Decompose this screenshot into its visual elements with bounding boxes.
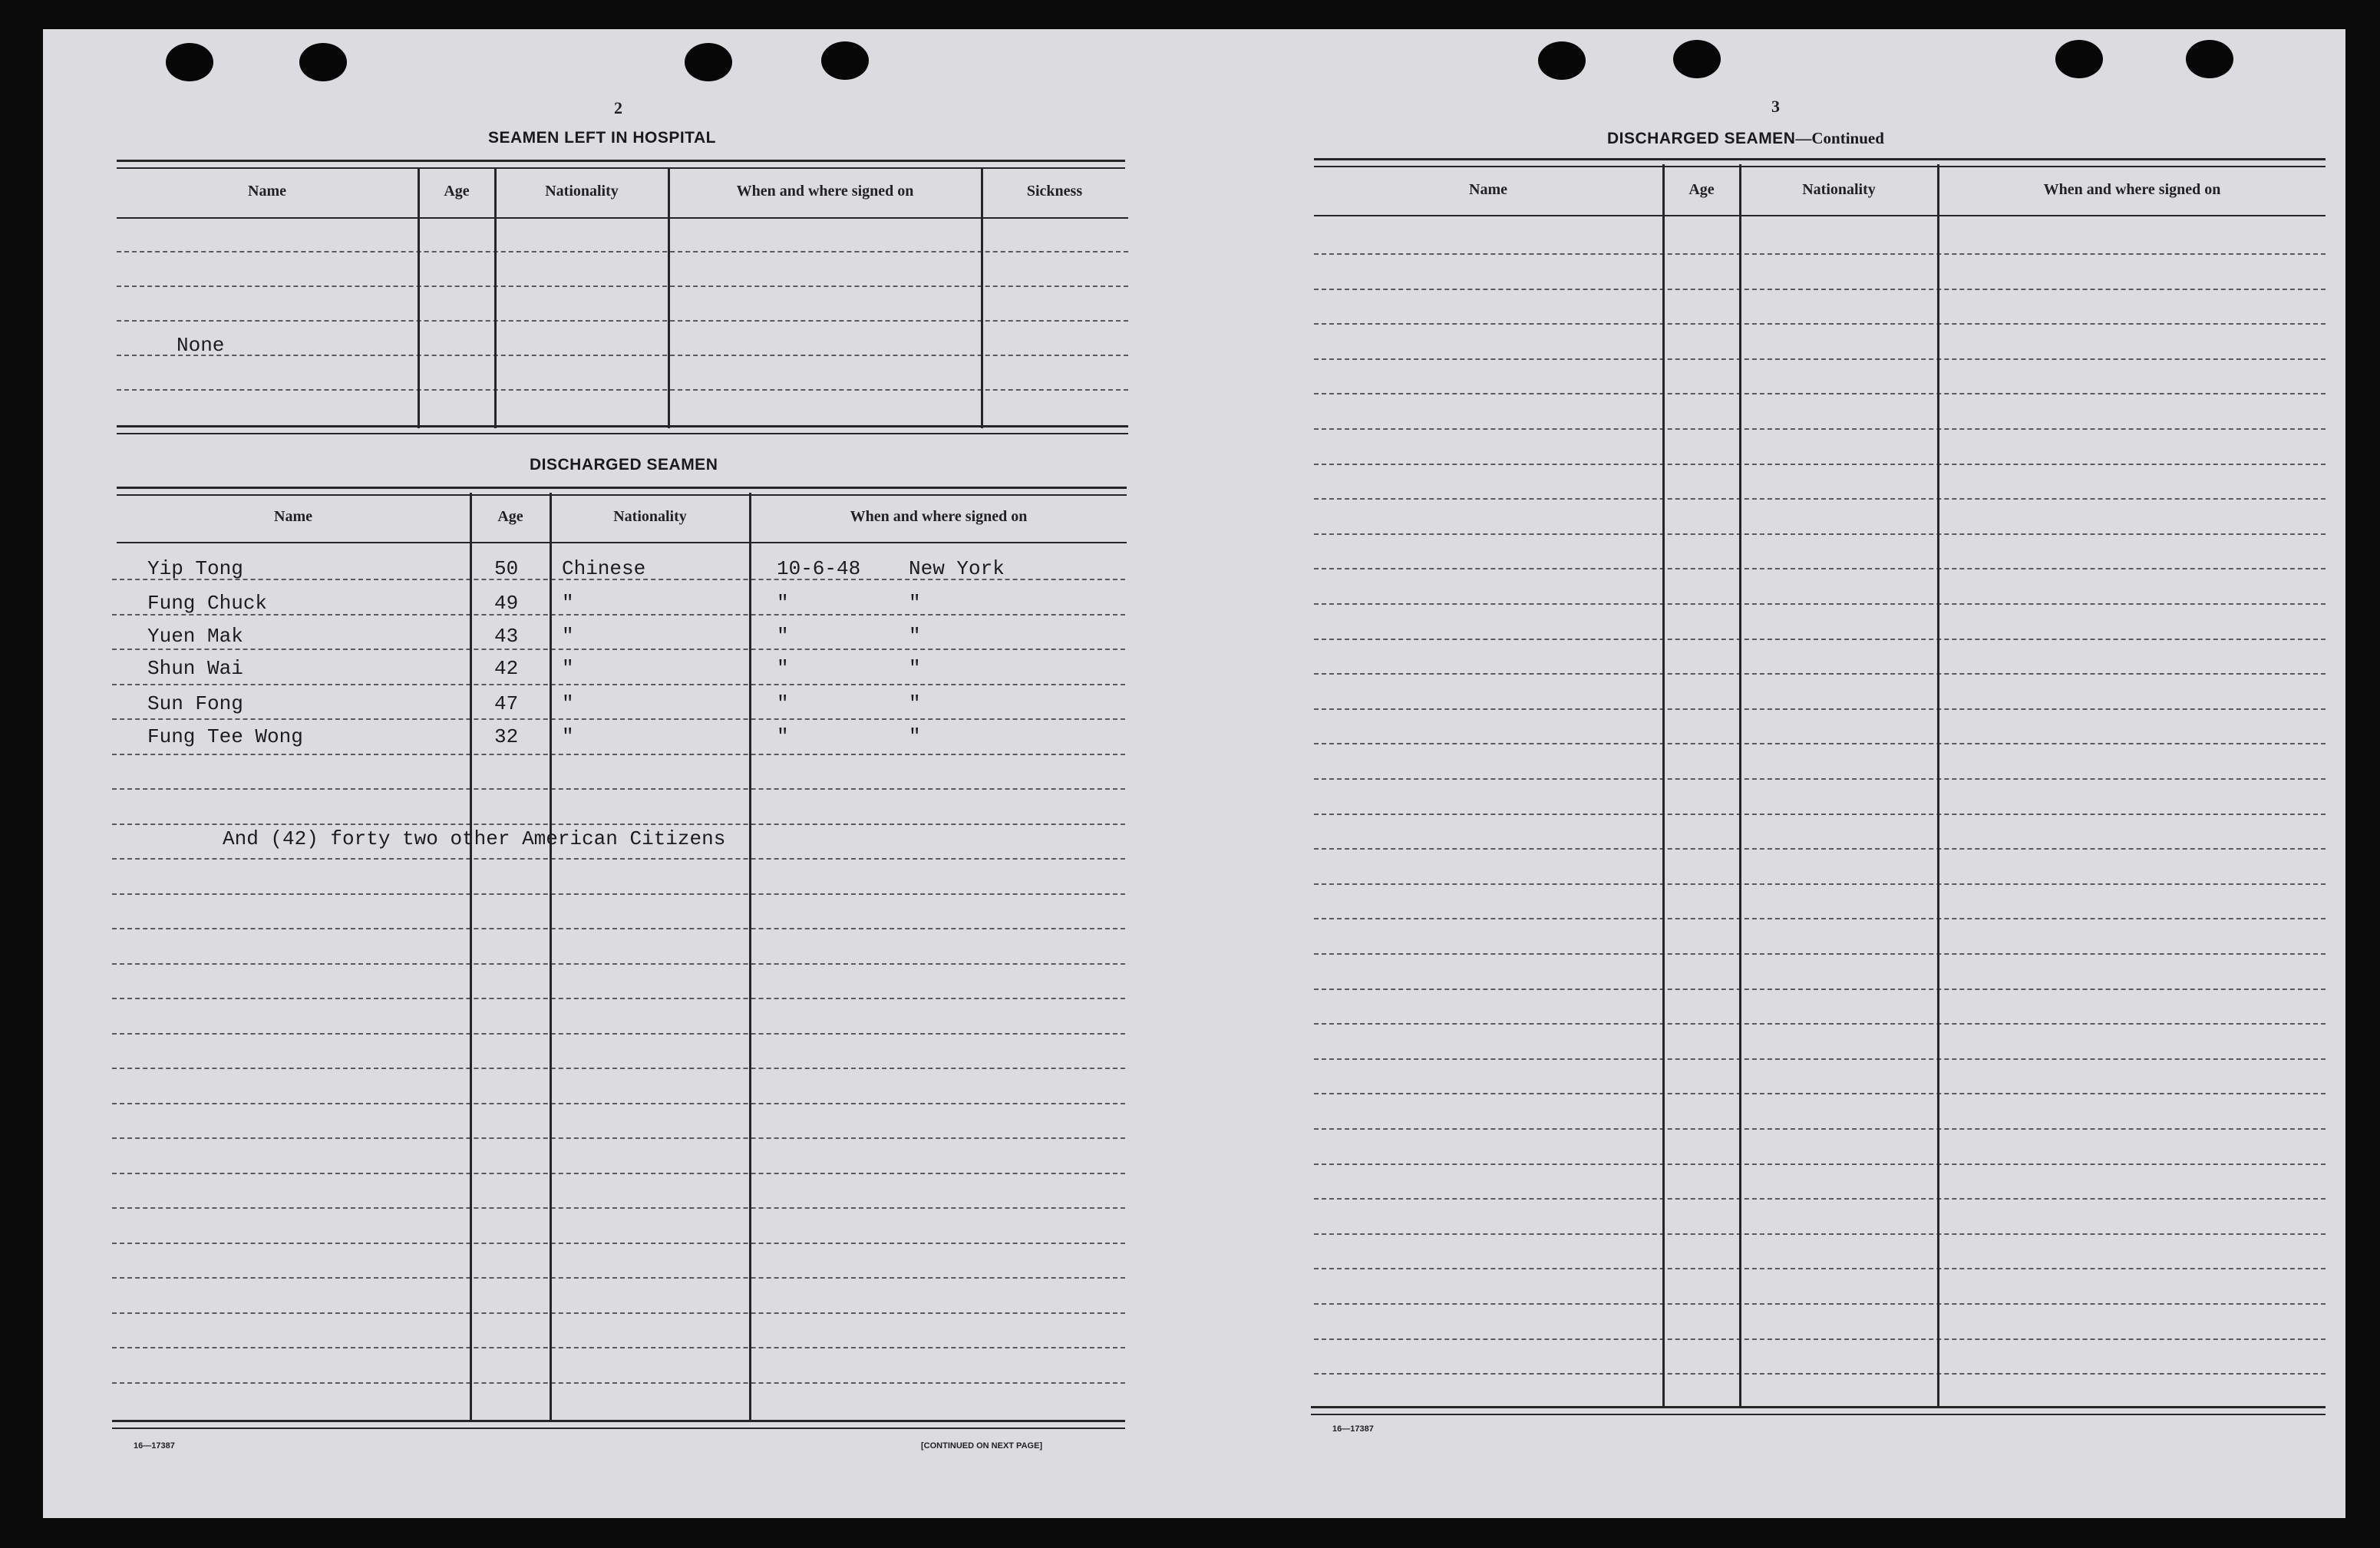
row-rule-line (1314, 814, 2326, 815)
row-rule-line (1314, 289, 2326, 290)
hospital-divider (668, 167, 670, 428)
discharged-col-signed-on: When and where signed on (850, 508, 1028, 525)
right-title-text: DISCHARGED SEAMEN (1607, 130, 1796, 147)
row-rule-line (1314, 464, 2326, 465)
right-col-signed-on: When and where signed on (2043, 181, 2221, 198)
hospital-col-signed-on: When and where signed on (736, 183, 914, 200)
seaman-nationality: " (562, 692, 574, 715)
hospital-header-rule (117, 217, 1128, 219)
right-bottom-rule (1311, 1406, 2326, 1415)
hospital-entry: None (177, 334, 225, 357)
hospital-divider (494, 167, 497, 428)
seaman-nationality: " (562, 592, 574, 615)
row-rule-line (1314, 533, 2326, 535)
right-top-rule (1314, 158, 2326, 167)
row-rule-line (1314, 778, 2326, 780)
right-title-suffix: —Continued (1795, 129, 1884, 147)
right-divider (1662, 164, 1665, 1408)
hospital-col-age: Age (444, 183, 470, 200)
signed-on-date: " (777, 725, 789, 748)
hospital-row-line (117, 355, 1128, 356)
hospital-bottom-rule (117, 425, 1128, 434)
signed-on-date: 10-6-48 (777, 557, 861, 580)
form-number: 16—17387 (1332, 1424, 1374, 1434)
discharged-divider (470, 493, 472, 1421)
row-rule-line (1314, 358, 2326, 360)
row-rule-line (1314, 953, 2326, 955)
row-rule-line (112, 963, 1125, 965)
row-rule-line (1314, 1128, 2326, 1130)
seaman-name: Fung Tee Wong (147, 725, 303, 748)
signed-on-date: " (777, 625, 789, 648)
row-rule-line (112, 1277, 1125, 1279)
seaman-nationality: " (562, 725, 574, 748)
seaman-nationality: " (562, 625, 574, 648)
row-rule-line (112, 754, 1125, 755)
row-rule-line (1314, 323, 2326, 325)
page-number: 2 (614, 98, 622, 117)
row-rule-line (112, 1068, 1125, 1069)
row-rule-line (1314, 1023, 2326, 1025)
seaman-nationality: " (562, 657, 574, 680)
row-rule-line (1314, 743, 2326, 744)
row-rule-line (112, 998, 1125, 999)
row-rule-line (112, 824, 1125, 825)
row-rule-line (1314, 708, 2326, 710)
hospital-row-line (117, 251, 1128, 252)
discharged-col-name: Name (274, 508, 312, 525)
row-rule-line (1314, 568, 2326, 569)
row-rule-line (112, 893, 1125, 895)
row-rule-line (1314, 1233, 2326, 1235)
hospital-divider (981, 167, 983, 428)
signed-on-place: " (909, 725, 921, 748)
row-rule-line (112, 1312, 1125, 1314)
hospital-row-line (117, 286, 1128, 287)
right-divider (1937, 164, 1939, 1408)
hospital-section-title: SEAMEN LEFT IN HOSPITAL (488, 129, 716, 147)
left-page (43, 29, 1187, 1518)
row-rule-line (112, 1103, 1125, 1104)
discharged-header-rule (117, 542, 1127, 543)
row-rule-line (1314, 848, 2326, 850)
row-rule-line (1314, 1303, 2326, 1305)
row-rule-line (1314, 883, 2326, 885)
row-rule-line (1314, 253, 2326, 255)
seaman-name: Fung Chuck (147, 592, 268, 615)
row-rule-line (112, 788, 1125, 790)
document-sheet (43, 29, 2345, 1518)
right-divider (1739, 164, 1741, 1408)
hospital-row-line (117, 320, 1128, 322)
row-rule-line (112, 649, 1125, 650)
seaman-age: 50 (494, 557, 519, 580)
row-rule-line (112, 718, 1125, 720)
signed-on-place: " (909, 592, 921, 615)
hospital-row-line (117, 389, 1128, 391)
hospital-col-sickness: Sickness (1026, 183, 1083, 200)
row-rule-line (112, 858, 1125, 860)
signed-on-place: " (909, 692, 921, 715)
right-header-rule (1314, 215, 2326, 216)
row-rule-line (1314, 393, 2326, 394)
row-rule-line (1314, 673, 2326, 675)
continued-note: [CONTINUED ON NEXT PAGE] (921, 1441, 1043, 1451)
row-rule-line (1314, 1268, 2326, 1269)
signed-on-date: " (777, 592, 789, 615)
signed-on-place: New York (909, 557, 1005, 580)
seaman-name: Shun Wai (147, 657, 243, 680)
row-rule-line (112, 1137, 1125, 1139)
seaman-name: Yuen Mak (147, 625, 243, 648)
row-rule-line (112, 684, 1125, 685)
row-rule-line (1314, 1338, 2326, 1340)
row-rule-line (1314, 1163, 2326, 1165)
discharged-section-title: DISCHARGED SEAMEN (530, 456, 718, 474)
discharged-divider (550, 493, 552, 1421)
seaman-name: Sun Fong (147, 692, 243, 715)
seaman-age: 43 (494, 625, 519, 648)
row-rule-line (112, 1033, 1125, 1035)
seaman-nationality: Chinese (562, 557, 646, 580)
signed-on-date: " (777, 692, 789, 715)
seaman-name: Yip Tong (147, 557, 243, 580)
hospital-col-name: Name (248, 183, 286, 200)
row-rule-line (1314, 989, 2326, 990)
right-col-name: Name (1469, 181, 1507, 198)
hospital-top-rule (117, 160, 1125, 169)
discharged-col-age: Age (497, 508, 523, 525)
row-rule-line (1314, 1373, 2326, 1375)
row-rule-line (1314, 603, 2326, 605)
row-rule-line (1314, 639, 2326, 640)
row-rule-line (1314, 428, 2326, 430)
row-rule-line (112, 1347, 1125, 1348)
row-rule-line (112, 1382, 1125, 1384)
row-rule-line (1314, 1058, 2326, 1060)
row-rule-line (1314, 498, 2326, 500)
signed-on-place: " (909, 657, 921, 680)
row-rule-line (112, 928, 1125, 929)
right-section-title (1607, 129, 1884, 148)
discharged-top-rule (117, 487, 1127, 496)
form-number: 16—17387 (134, 1441, 175, 1451)
seaman-age: 49 (494, 592, 519, 615)
seaman-age: 47 (494, 692, 519, 715)
row-rule-line (1314, 918, 2326, 919)
row-rule-line (112, 1243, 1125, 1244)
right-col-age: Age (1688, 181, 1715, 198)
seaman-age: 32 (494, 725, 519, 748)
seaman-age: 42 (494, 657, 519, 680)
right-col-nationality: Nationality (1802, 181, 1876, 198)
hospital-col-nationality: Nationality (545, 183, 619, 200)
discharged-divider (749, 493, 751, 1421)
row-rule-line (1314, 1198, 2326, 1200)
discharged-bottom-rule (112, 1420, 1125, 1429)
discharged-col-nationality: Nationality (613, 508, 687, 525)
hospital-divider (418, 167, 420, 428)
row-rule-line (112, 1173, 1125, 1174)
row-rule-line (1314, 1093, 2326, 1094)
discharged-note: And (42) forty two other American Citizens (223, 827, 726, 850)
signed-on-place: " (909, 625, 921, 648)
right-page (1194, 29, 2345, 1518)
page-number: 3 (1771, 97, 1780, 116)
signed-on-date: " (777, 657, 789, 680)
row-rule-line (112, 1207, 1125, 1209)
